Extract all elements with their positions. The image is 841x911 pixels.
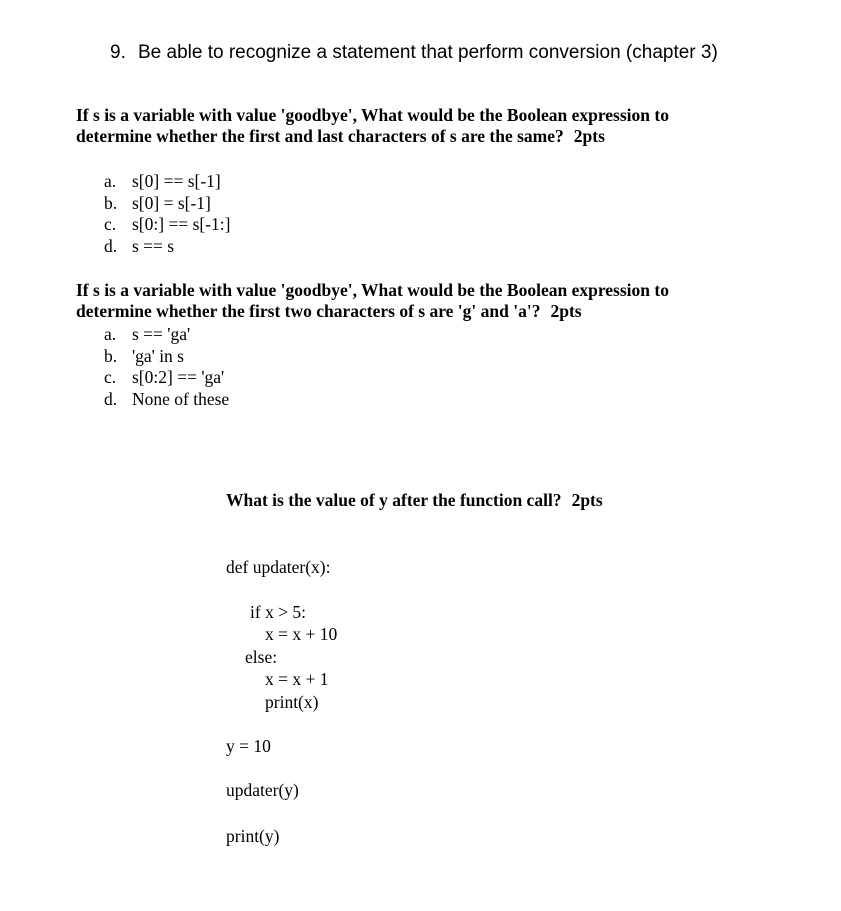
code-assign-y: y = 10 bbox=[226, 736, 271, 756]
option-letter: a. bbox=[104, 324, 117, 344]
option-letter: d. bbox=[104, 235, 118, 256]
option-text: s[0] == s[-1] bbox=[132, 171, 221, 191]
option-text: None of these bbox=[132, 388, 230, 409]
question-1-line-2 bbox=[76, 126, 669, 147]
code-def-line: def updater(x): bbox=[226, 557, 331, 577]
option-text: s[0:] == s[-1:] bbox=[132, 214, 231, 234]
option-item bbox=[104, 367, 229, 389]
code-print-x: print(x) bbox=[265, 692, 319, 712]
option-item bbox=[104, 324, 229, 346]
option-letter: b. bbox=[104, 192, 118, 213]
question-1 bbox=[76, 105, 669, 147]
question-1-options bbox=[104, 171, 230, 257]
option-item bbox=[104, 193, 230, 215]
option-item bbox=[104, 214, 230, 236]
option-text: s == s bbox=[132, 235, 175, 256]
question-1-line-1: If s is a variable with value 'goodbye', What would be the Boolean expression to bbox=[76, 105, 669, 125]
code-if-body: x = x + 10 bbox=[265, 624, 338, 644]
option-letter: b. bbox=[104, 345, 118, 366]
question-1-line-2-text: determine whether the first and last characters of s are the same? bbox=[76, 126, 564, 146]
option-item bbox=[104, 171, 230, 193]
option-letter: a. bbox=[104, 171, 117, 191]
question-2-line-2-text: determine whether the first two characters of s are 'g' and 'a'? bbox=[76, 301, 541, 321]
option-text: s[0:2] == 'ga' bbox=[132, 367, 225, 387]
question-1-points: 2pts bbox=[573, 126, 605, 146]
option-letter: d. bbox=[104, 388, 118, 409]
code-call: updater(y) bbox=[226, 780, 299, 800]
question-2-line-2 bbox=[76, 301, 669, 322]
question-2-line-1: If s is a variable with value 'goodbye', What would be the Boolean expression to bbox=[76, 280, 669, 300]
code-print-y: print(y) bbox=[226, 826, 280, 846]
option-letter: c. bbox=[104, 214, 117, 234]
option-text: s == 'ga' bbox=[132, 324, 191, 344]
question-3-points: 2pts bbox=[571, 490, 603, 510]
option-item bbox=[104, 236, 230, 258]
option-item bbox=[104, 389, 229, 411]
code-else-body: x = x + 1 bbox=[265, 669, 329, 689]
question-2-points: 2pts bbox=[550, 301, 582, 321]
option-item bbox=[104, 346, 229, 368]
code-if-line: if x > 5: bbox=[250, 602, 307, 622]
option-text: 'ga' in s bbox=[132, 345, 184, 366]
heading-number: 9. bbox=[110, 42, 126, 63]
question-3 bbox=[226, 490, 603, 511]
question-3-text: What is the value of y after the function call? bbox=[226, 490, 562, 510]
option-letter: c. bbox=[104, 367, 117, 387]
question-2 bbox=[76, 280, 669, 322]
code-else-line: else: bbox=[245, 647, 278, 667]
heading-text: Be able to recognize a statement that perform conversion (chapter 3) bbox=[138, 42, 718, 63]
question-2-options bbox=[104, 324, 229, 410]
section-heading bbox=[110, 42, 718, 64]
option-text: s[0] = s[-1] bbox=[132, 192, 211, 213]
